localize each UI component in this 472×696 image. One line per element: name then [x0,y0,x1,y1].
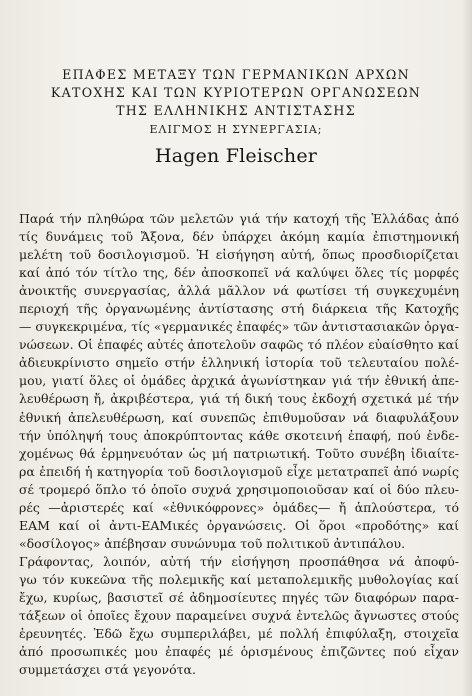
text-line: τίς δυνάμεις τοῦ Ἄξονα, δέν ὑπάρχει ἀκόμη καμία ἐπιστημονική [19,229,459,245]
text-line: ἐθνική ἀπελευθέρωση, καί συνεπῶς ἐπιθυμοῦσαν νά διαφυλάξουν [19,409,459,425]
text-line: ἀδιευκρίνιστο σημεῖο στήν ἑλληνική ἱστορία τοῦ τελευταίου πολέ- [19,355,459,371]
text-line: ἔχω, κυρίως, βασιστεῖ σέ ἀδημοσίευτες πηγές τῶν διαφόρων παρα- [19,589,459,605]
text-line: νώσεων. Οἱ ἐπαφές αὐτές ἀποτελοῦν σαφῶς τό πλέον εὐαίσθητο καί [19,337,459,353]
text-line: Γράφοντας, λοιπόν, αὐτή τήν εἰσήγηση προσπάθησα νά ἀποφύ- [19,553,459,569]
text-line: συμμετάσχει στά γεγονότα. [19,662,196,678]
text-line: ρές —ἀριστερές καί «ἐθνικόφρονες» ὁμάδες— ἤ ἁπλούστερα, τό [19,499,459,515]
text-line: ἀνοικτῆς συνεργασίας, ἀλλά μᾶλλον νά φωτίσει τή συγκεχυμένη [19,283,459,299]
text-line: «δοσίλογος» ἀπέβησαν συνώνυμα τοῦ πολιτικοῦ ἀντιπάλου. [19,535,406,551]
chapter-header [0,66,472,168]
text-line: μου, γιατί ὅλες οἱ ὁμάδες ἀρχικά ἀγωνίστηκαν γιά τήν ἐθνική ἀπε- [19,373,459,389]
text-line: τάξεων οἱ ὁποῖες ἔχουν παραμείνει συχνά ἐντελῶς ἄγνωστες στούς [19,608,459,624]
text-line: ΕΑΜ καί οἱ ἀντι-ΕΑΜικές ὀργανώσεις. Οἱ ὅροι «προδότης» καί [19,517,459,533]
text-line: ἀπό προσωπικές μου ἐπαφές μέ ὁρισμένους ἐπιζῶντες πού εἶχαν [19,644,459,660]
chapter-title-line: ΕΠΑΦΕΣ ΜΕΤΑΞΥ ΤΩΝ ΓΕΡΜΑΝΙΚΩΝ ΑΡΧΩΝ [62,67,410,82]
text-line: — συγκεκριμένα, τίς «γερμανικές ἐπαφές» τῶν ἀντιστασιακῶν ὀργα- [19,319,459,335]
text-line: σέ τρομερό ὅπλο τό ὁποῖο συχνά χρησιμοποιοῦσαν καί οἱ δύο πλευ- [19,481,459,497]
author-name: Hagen Fleischer [154,145,318,167]
text-line: Παρά τήν πληθώρα τῶν μελετῶν γιά τήν κατοχή τῆς Ἑλλάδας ἀπό [19,211,459,226]
text-line: χομένως θά ἑρμηνευόταν ὡς μή πατριωτική. Τοῦτο συνέβη ἰδιαίτε- [19,445,459,461]
text-line: μελέτη τοῦ δοσιλογισμοῦ. Ἡ εἰσήγηση αὐτή, ὅπως προσδιορίζεται [19,247,459,263]
text-line: ρα ἐπειδή ἡ κατηγορία τοῦ δοσιλογισμοῦ εἶχε μετατραπεῖ ἀπό νωρίς [19,463,459,479]
chapter-subtitle: ΕΛΙΓΜΟΣ Η ΣΥΝΕΡΓΑΣΙΑ; [149,123,323,136]
body-text [19,210,459,679]
text-line: ἐρευνητές. Ἐδῶ ἔχω συμπεριλάβει, μέ πολλή ἐπιφύλαξη, στοιχεῖα [19,626,459,642]
text-line: λευθέρωση ἤ, ἀκριβέστερα, γιά τή δική τους ἐκδοχή σχετικά μέ τήν [19,391,459,407]
text-line: γω τόν κυκεῶνα τῆς πολεμικῆς καί μεταπολεμικῆς μυθολογίας καί [19,571,459,587]
text-line: τήν ὑπόληψή τους ἀποκρύπτοντας κάθε σκοτεινή ἐπαφή, πού ἐνδε- [19,427,459,443]
text-line: περιοχή τῆς ὀργανωμένης ἀντίστασης στή διάρκεια τῆς Κατοχῆς [19,301,459,317]
chapter-title-line: ΚΑΤΟΧΗΣ ΚΑΙ ΤΩΝ ΚΥΡΙΟΤΕΡΩΝ ΟΡΓΑΝΩΣΕΩΝ [50,85,422,100]
chapter-title-line: ΤΗΣ ΕΛΛΗΝΙΚΗΣ ΑΝΤΙΣΤΑΣΗΣ [116,103,356,118]
text-line: καί ἀπό τόν τίτλο της, δέν ἀποσκοπεῖ νά καλύψει ὅλες τίς μορφές [19,265,459,281]
